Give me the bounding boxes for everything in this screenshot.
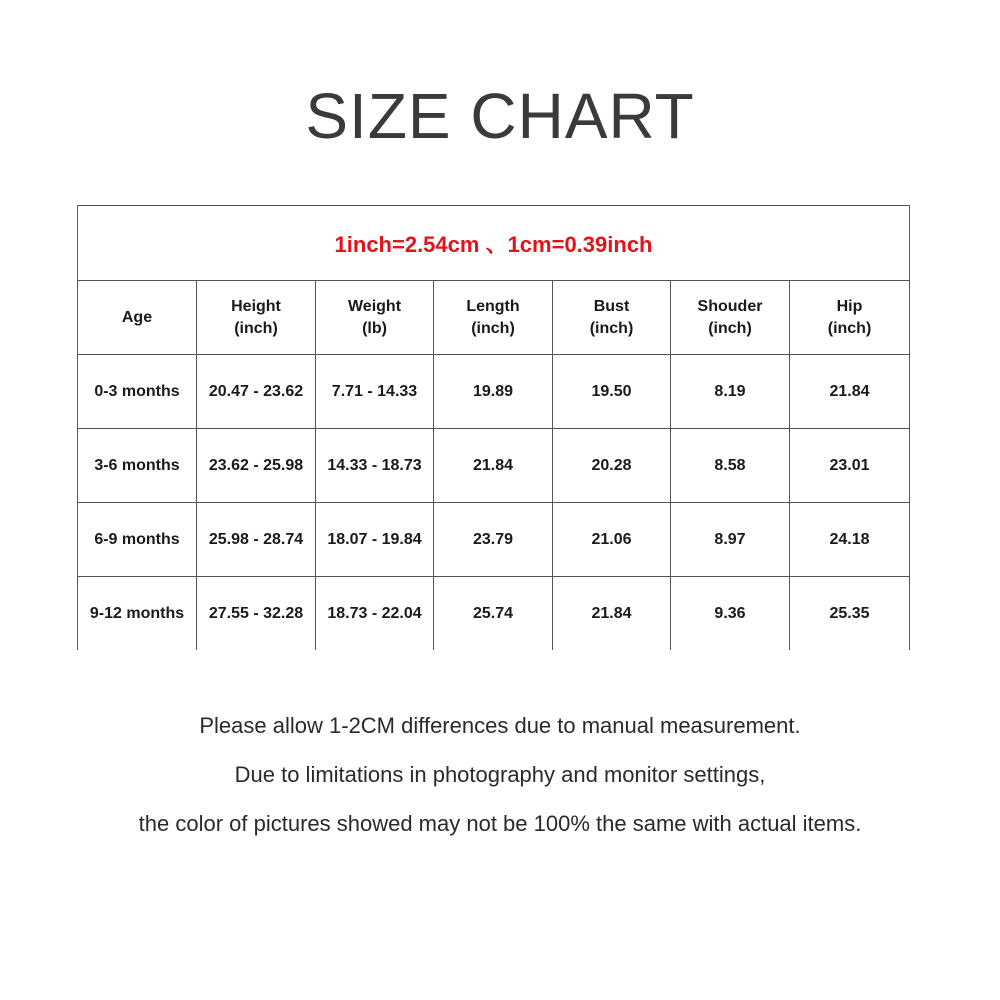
- note-line: Please allow 1-2CM differences due to manual measurement.: [199, 713, 801, 738]
- column-header-label: Shouder: [697, 297, 763, 315]
- cell-height: 23.62 - 25.98: [197, 429, 316, 503]
- column-header-weight: [316, 281, 434, 355]
- cell-shoulder: 8.19: [671, 355, 790, 429]
- conversion-note: 1inch=2.54cm 、1cm=0.39inch: [78, 206, 910, 281]
- page-title: SIZE CHART: [305, 80, 695, 152]
- cell-age: 3-6 months: [78, 429, 197, 503]
- cell-length: 19.89: [434, 355, 553, 429]
- column-header-label: Weight: [347, 297, 402, 315]
- cell-age: 9-12 months: [78, 577, 197, 651]
- cell-hip: 24.18: [790, 503, 910, 577]
- cell-hip: 25.35: [790, 577, 910, 651]
- table-header-row: [78, 281, 910, 355]
- cell-shoulder: 8.97: [671, 503, 790, 577]
- table-row: [78, 355, 910, 429]
- cell-bust: 21.84: [553, 577, 671, 651]
- column-header-label: Age: [121, 308, 153, 326]
- column-header-length: [434, 281, 553, 355]
- cell-weight: 14.33 - 18.73: [316, 429, 434, 503]
- cell-hip: 23.01: [790, 429, 910, 503]
- conversion-row: [78, 206, 910, 281]
- cell-height: 20.47 - 23.62: [197, 355, 316, 429]
- column-header-label: Hip: [836, 297, 863, 315]
- note-line: Due to limitations in photography and monitor settings,: [234, 762, 766, 787]
- column-header-unit: (inch): [234, 319, 278, 337]
- cell-weight: 7.71 - 14.33: [316, 355, 434, 429]
- cell-weight: 18.07 - 19.84: [316, 503, 434, 577]
- cell-hip: 21.84: [790, 355, 910, 429]
- column-header-unit: (inch): [471, 319, 515, 337]
- cell-height: 25.98 - 28.74: [197, 503, 316, 577]
- cell-bust: 20.28: [553, 429, 671, 503]
- column-header-bust: [553, 281, 671, 355]
- column-header-label: Bust: [593, 297, 630, 315]
- cell-age: 6-9 months: [78, 503, 197, 577]
- column-header-shoulder: [671, 281, 790, 355]
- column-header-hip: [790, 281, 910, 355]
- column-header-label: Height: [231, 297, 281, 315]
- column-header-age: [78, 281, 197, 355]
- column-header-unit: (lb): [362, 319, 387, 337]
- cell-bust: 21.06: [553, 503, 671, 577]
- cell-shoulder: 8.58: [671, 429, 790, 503]
- column-header-height: [197, 281, 316, 355]
- cell-age: 0-3 months: [78, 355, 197, 429]
- column-header-unit: (inch): [708, 319, 752, 337]
- cell-length: 25.74: [434, 577, 553, 651]
- cell-weight: 18.73 - 22.04: [316, 577, 434, 651]
- column-header-unit: (inch): [827, 319, 872, 337]
- size-table: [77, 205, 910, 650]
- cell-length: 21.84: [434, 429, 553, 503]
- disclaimer-notes: [0, 705, 1000, 852]
- table-row: [78, 503, 910, 577]
- column-header-unit: (inch): [589, 319, 634, 337]
- cell-bust: 19.50: [553, 355, 671, 429]
- cell-shoulder: 9.36: [671, 577, 790, 651]
- column-header-label: Length: [466, 297, 520, 315]
- cell-length: 23.79: [434, 503, 553, 577]
- table-row: [78, 577, 910, 651]
- note-line: the color of pictures showed may not be 100% the same with actual items.: [138, 811, 862, 836]
- table-row: [78, 429, 910, 503]
- cell-height: 27.55 - 32.28: [197, 577, 316, 651]
